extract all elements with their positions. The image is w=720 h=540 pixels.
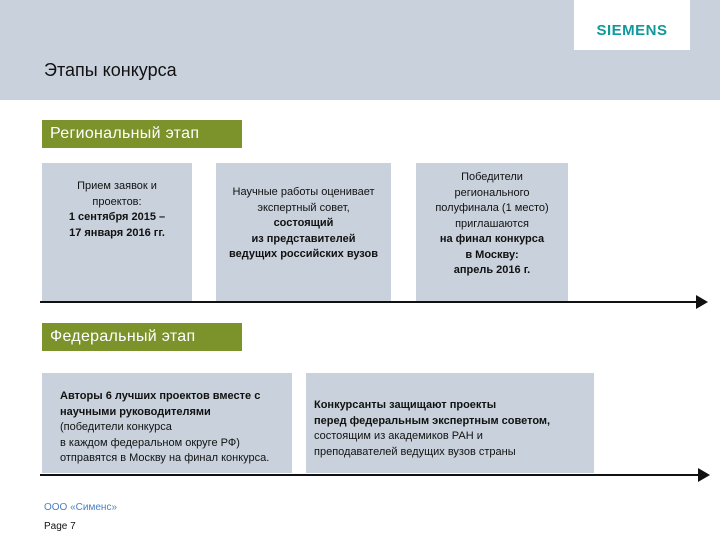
slide-header [0, 0, 720, 100]
box-line: преподавателей ведущих вузов страны [314, 445, 516, 458]
timeline-arrow-icon [698, 468, 710, 482]
box-line: апрель 2016 г. [453, 264, 531, 276]
regional-timeline [40, 301, 698, 303]
box-line: Конкурсанты защищают проекты [314, 399, 497, 411]
federal-stage-label-text: Федеральный этап [50, 328, 196, 345]
box-line: 17 января 2016 гг. [69, 226, 165, 239]
box-line: полуфинала (1 место) [435, 202, 549, 214]
box-line: отправятся в Москву на финал конкурса. [60, 452, 270, 464]
box-line: ведущих российских вузов [229, 248, 378, 260]
box-line: состоящим из академиков РАН и [314, 430, 483, 442]
regional-box-applications [42, 163, 192, 301]
timeline-arrow-icon [696, 295, 708, 309]
regional-box-winners [416, 163, 568, 301]
regional-stage-label [42, 120, 242, 148]
footer-page-number: Page 7 [44, 521, 76, 532]
regional-box-expert-council [216, 163, 391, 301]
box-line: регионального [454, 186, 530, 199]
box-line: 1 сентября 2015 – [68, 211, 166, 223]
box-line: Научные работы оценивает [232, 186, 375, 198]
box-line: проектов: [92, 195, 142, 208]
siemens-logo: SIEMENS [596, 22, 668, 39]
box-line: Победители [461, 171, 523, 183]
box-line: в Москву: [465, 248, 519, 261]
federal-box-defense [306, 373, 594, 473]
federal-box-finalists [42, 373, 292, 473]
box-line: на финал конкурса [439, 233, 545, 245]
box-line: перед федеральным экспертным советом, [314, 414, 551, 427]
federal-stage-label [42, 323, 242, 351]
siemens-logo-box [574, 0, 690, 50]
slide-title: Этапы конкурса [44, 60, 177, 80]
box-line: экспертный совет, [257, 201, 350, 214]
box-line: Прием заявок и [77, 180, 157, 192]
federal-timeline [40, 474, 700, 476]
box-line: приглашаются [455, 217, 529, 230]
box-line: состоящий [273, 217, 334, 229]
regional-stage-label-text: Региональный этап [50, 125, 200, 142]
footer-company: ООО «Сименс» [44, 502, 118, 513]
box-line: из представителей [251, 232, 356, 245]
box-line: научными руководителями [60, 405, 211, 418]
box-line: (победители конкурса [60, 421, 172, 433]
box-line: в каждом федеральном округе РФ) [60, 436, 240, 449]
box-line: Авторы 6 лучших проектов вместе с [60, 390, 261, 402]
